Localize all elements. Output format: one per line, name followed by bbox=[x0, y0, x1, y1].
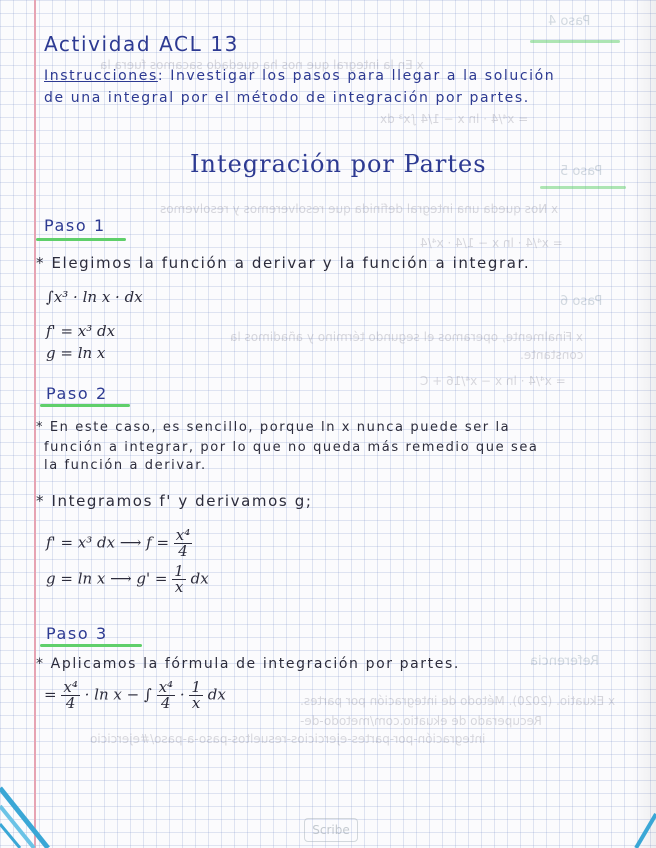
step-3-heading: Paso 3 bbox=[46, 624, 108, 643]
step-3-num-1: x⁴ bbox=[63, 678, 78, 696]
step-3-bullet: * Aplicamos la fórmula de integración por partes. bbox=[36, 656, 460, 672]
step-1-fprime: f' = x³ dx bbox=[46, 322, 116, 340]
page-edge bbox=[632, 0, 656, 848]
bleed-paso5-line1: x Nos queda una integral definida que resolveremos y resolvemos bbox=[160, 202, 559, 216]
step-3-underline bbox=[40, 644, 142, 647]
step-2-eq2-fraction bbox=[172, 564, 186, 595]
bleed-paso4-line2: = x⁴/4 · ln x − 1/4 ∫x³ dx bbox=[380, 112, 529, 126]
step-3-equation bbox=[44, 680, 226, 711]
step-3-eq-mid: · ln x − ∫ bbox=[84, 685, 152, 704]
bleed-paso6-line2: constante. bbox=[520, 348, 584, 362]
main-title: Integración por Partes bbox=[190, 150, 487, 178]
bleed-paso6: Paso 6 bbox=[560, 294, 603, 309]
instructions-label: Instrucciones bbox=[44, 68, 158, 84]
bleed-ref-line2: Recuperado de ekuatio.com/metodo-de- bbox=[300, 714, 542, 728]
step-3-den-1: 4 bbox=[65, 694, 76, 712]
step-2-eq1 bbox=[46, 528, 192, 559]
bleed-referencia: Referencia bbox=[530, 654, 600, 669]
activity-title: Actividad ACL 13 bbox=[44, 32, 239, 56]
bleed-paso5-line2: = x⁴/4 · ln x − 1/4 · x⁴/4 bbox=[420, 236, 563, 250]
instructions-text-1: : Investigar los pasos para llegar a la solución bbox=[157, 68, 556, 84]
step-3-num-2: x⁴ bbox=[158, 678, 174, 696]
bleed-highlight bbox=[530, 40, 620, 43]
step-1-g: g = ln x bbox=[46, 344, 106, 362]
step-2-eq2-num: 1 bbox=[174, 562, 184, 580]
step-1-integral: ∫x³ · ln x · dx bbox=[46, 288, 143, 306]
step-1-underline bbox=[36, 238, 126, 241]
step-2-bullet-b: * Integramos f' y derivamos g; bbox=[36, 492, 313, 510]
bleed-ref-line3: integración-por-partes-ejercicios-resueltos-paso-a-paso/#ejercicio bbox=[90, 732, 486, 746]
bleed-paso4-line1: x En la integral que nos ha quedado sacamos fuera la bbox=[100, 58, 424, 72]
step-3-frac-1 bbox=[61, 680, 79, 711]
step-3-frac-2 bbox=[157, 680, 175, 711]
step-2-eq2-tail: dx bbox=[190, 569, 209, 588]
step-2-bullet-line2: función a integrar, por lo que no queda más remedio que sea bbox=[44, 440, 539, 455]
step-2-eq1-fraction bbox=[174, 528, 192, 559]
step-2-heading: Paso 2 bbox=[46, 384, 108, 403]
step-3-eq-prefix: = bbox=[44, 685, 57, 704]
bleed-paso6-line1: x Finalmente, operamos el segundo término y añadimos la bbox=[230, 330, 584, 344]
step-3-eq-tail: dx bbox=[207, 685, 226, 704]
step-2-underline bbox=[40, 404, 130, 407]
step-2-eq1-left: f' = x³ dx ⟶ f = bbox=[46, 533, 170, 552]
bleed-highlight-2 bbox=[540, 186, 626, 189]
step-2-eq1-num: x⁴ bbox=[175, 526, 191, 544]
step-2-eq2-den: x bbox=[174, 578, 184, 596]
step-2-eq2 bbox=[46, 564, 209, 595]
scribe-watermark: Scribe bbox=[304, 818, 358, 842]
bleed-ref-line1: x Ekuatio. (2020). Método de integración por partes. bbox=[300, 694, 616, 708]
step-3-den-2: 4 bbox=[161, 694, 171, 712]
step-3-eq-dot: · bbox=[179, 685, 185, 704]
corner-stripe-right-icon bbox=[626, 810, 656, 848]
bleed-paso4: Paso 4 bbox=[548, 14, 591, 29]
instructions bbox=[44, 68, 555, 84]
corner-stripes-icon bbox=[0, 780, 60, 848]
step-3-den-3: x bbox=[191, 694, 201, 712]
step-2-bullet-line1: * En este caso, es sencillo, porque ln x nunca puede ser la bbox=[36, 420, 511, 435]
step-1-bullet: * Elegimos la función a derivar y la función a integrar. bbox=[36, 254, 531, 272]
step-2-eq2-left: g = ln x ⟶ g' = bbox=[46, 569, 168, 588]
bleed-paso5: Paso 5 bbox=[560, 164, 603, 179]
bleed-paso6-line3: = x⁴/4 · ln x − x⁴/16 + C bbox=[420, 374, 566, 388]
step-3-num-3: 1 bbox=[191, 678, 201, 696]
instructions-line-2: de una integral por el método de integración por partes. bbox=[44, 90, 530, 106]
step-2-bullet-line3: la función a derivar. bbox=[44, 458, 207, 473]
step-2-eq1-den: 4 bbox=[178, 542, 188, 560]
step-3-frac-3 bbox=[189, 680, 203, 711]
step-1-heading: Paso 1 bbox=[44, 216, 106, 235]
